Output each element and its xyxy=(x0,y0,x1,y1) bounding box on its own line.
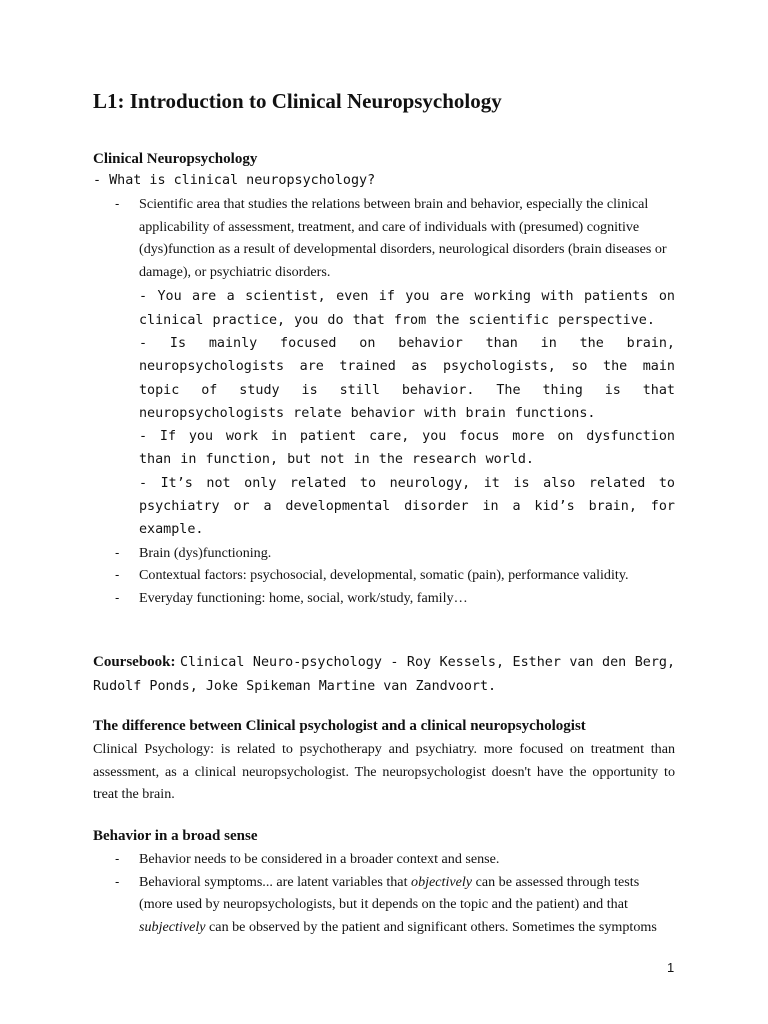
dash-bullet: - xyxy=(115,567,120,583)
document-title: L1: Introduction to Clinical Neuropsychology xyxy=(93,89,502,113)
list-item xyxy=(93,542,675,565)
note-scientist: - You are a scientist, even if you are working with patients on clinical practice, you do that from the scientific perspective. xyxy=(139,289,675,328)
note-patient-care: - If you work in patient care, you focus more on dysfunction than in function, but not in the research world. xyxy=(139,429,675,468)
note-behavior-focus: - Is mainly focused on behavior than in the brain, neuropsychologists are trained as psychologists, so the main topic of study is still behavior. The thing is that neuropsychologists relate behavior with brain functions. xyxy=(139,335,675,421)
list-item xyxy=(93,587,675,610)
objectively-emphasis: objectively xyxy=(411,873,473,890)
dash-bullet: - xyxy=(115,851,120,866)
coursebook-label: Coursebook: xyxy=(93,654,176,670)
list-item xyxy=(93,193,675,542)
section-heading-difference: The difference between Clinical psychologist and a clinical neuropsychologist xyxy=(93,718,586,734)
contextual-factors-text: Contextual factors: psychosocial, developmental, somatic (pain), performance validity. xyxy=(139,567,629,584)
behavior-context-text: Behavior needs to be considered in a broader context and sense. xyxy=(139,851,500,867)
behavioral-symptoms-text-cont: can be assessed through tests (more used by neuropsychologists, but it depends on the topic and the patient) and that xyxy=(139,873,640,913)
question-what-is-clinical-neuropsychology: - What is clinical neuropsychology? xyxy=(93,173,376,188)
brain-functioning-text: Brain (dys)functioning. xyxy=(139,544,272,561)
section-heading-clinical-neuropsychology: Clinical Neuropsychology xyxy=(93,151,258,167)
definition-text: Scientific area that studies the relations between brain and behavior, especially the clinical applicability of assessment, treatment, and care of individuals with (presumed) cognitive (dys)function as a result of developmental disorders, neurological disorders (brain diseases or damage), or psychiatric disorders. xyxy=(139,196,667,280)
page-number: 1 xyxy=(667,960,675,975)
list-item xyxy=(93,564,675,587)
behavioral-symptoms-text: Behavioral symptoms... are latent variables that xyxy=(139,873,412,890)
difference-paragraph: Clinical Psychology: is related to psychotherapy and psychiatry. more focused on treatment than assessment, as a clinical neuropsychologist. The neuropsychologist doesn't have the opportunity to treat the brain. xyxy=(93,741,675,803)
coursebook-reference xyxy=(93,650,675,698)
coursebook-text: Clinical Neuro-psychology - Roy Kessels, Esther van den Berg, Rudolf Ponds, Joke Spikeman Martine van Zandvoort. xyxy=(93,655,676,694)
dash-bullet: - xyxy=(115,196,120,211)
subjectively-emphasis: subjectively xyxy=(139,918,206,935)
note-neurology-psychiatry: - It’s not only related to neurology, it is also related to psychiatry or a developmental disorder in a kid’s brain, for example. xyxy=(139,475,675,538)
dash-bullet: - xyxy=(115,873,120,889)
list-item xyxy=(93,848,675,871)
dash-bullet: - xyxy=(115,544,120,560)
dash-bullet: - xyxy=(115,589,120,605)
behavior-list xyxy=(93,848,675,938)
clinical-neuropsychology-list xyxy=(93,193,675,609)
section-heading-behavior-broad-sense: Behavior in a broad sense xyxy=(93,828,258,844)
list-item xyxy=(93,871,675,939)
everyday-functioning-text: Everyday functioning: home, social, work/study, family… xyxy=(139,589,468,606)
behavioral-symptoms-text-end: can be observed by the patient and significant others. Sometimes the symptoms xyxy=(205,918,657,935)
